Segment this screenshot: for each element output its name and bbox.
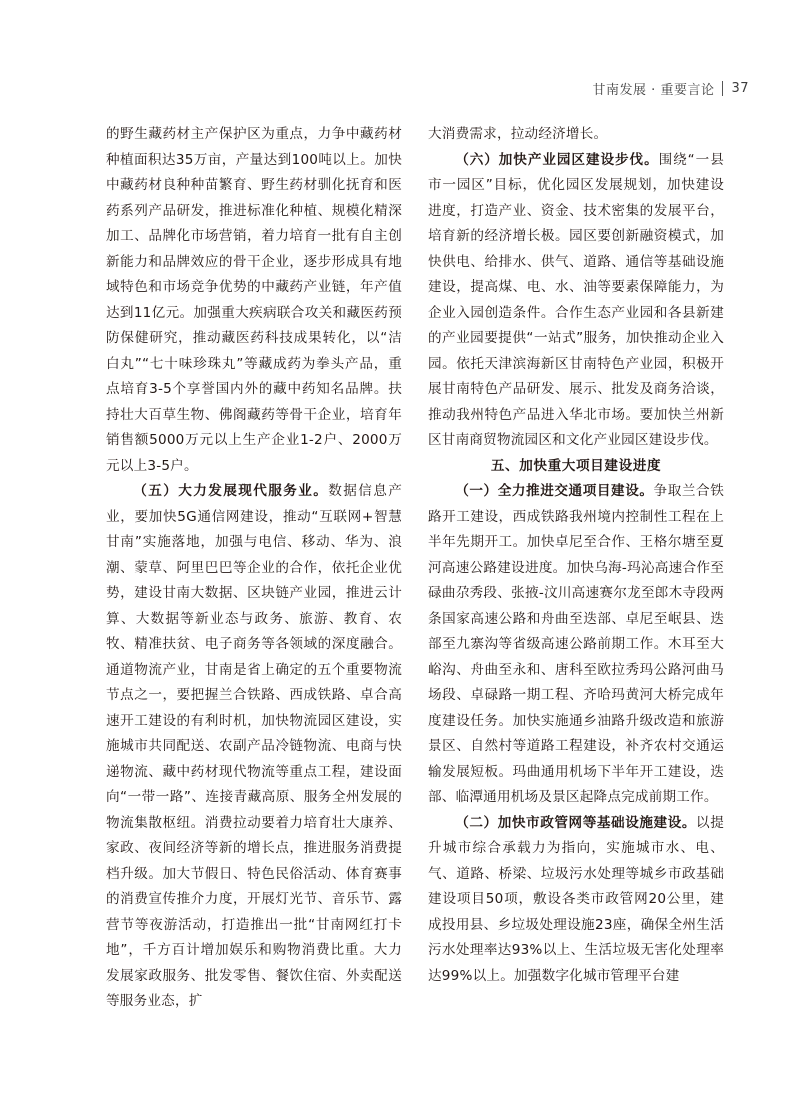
paragraph-lead: （一）全力推进交通项目建设。 [455,483,654,499]
right-column [428,122,724,989]
paragraph-body: 以提升城市综合承载力为指向，实施城市水、电、气、道路、桥梁、垃圾污水处理等城乡市政基础建设项目50项，敷设各类市政管网20公里，建成投用县、乡垃圾处理设施23座，确保全州生活污水处理率达93%以上、生活垃圾无害化处理率达99%以上。加强数字化城市管理平台建 [428,814,724,984]
paragraph-body: 围绕“一县市一园区”目标，优化园区发展规划，加快建设进度，打造产业、资金、技术密集的发展平台，培育新的经济增长极。园区要创新融资模式，加快供电、给排水、供气、道路、通信等基础设施建设，提高煤、电、水、油等要素保障能力，为企业入园创造条件。合作生态产业园和各县新建的产业园要提供“一站式”服务，加快推动企业入园。依托天津滨海新区甘南特色产业园，积极开展甘南特色产品研发、展示、批发及商务洽谈，推动我州特色产品进入华北市场。要加快兰州新区甘南商贸物流园区和文化产业园区建设步伐。 [428,151,724,448]
paragraph-transport-projects [428,479,724,811]
section-title: 甘南发展 · 重要言论 [592,82,715,98]
paragraph-body: 数据信息产业，要加快5G通信网建设，推动“互联网+智慧甘南”实施落地，加强与电信、移动、华为、浪潮、蒙草、阿里巴巴等企业的合作，依托企业优势，建设甘南大数据、区块链产业园，推进云计算、大数据等新业态与政务、旅游、教育、农牧、精准扶贫、电子商务等各领域的深度融合。通道物流产业，甘南是省上确定的五个重要物流节点之一，要把握兰合铁路、西成铁路、卓合高速开工建设的有利时机，加快物流园区建设，实施城市共同配送、农副产品冷链物流、电商与快递物流、藏中药材现代物流等重点工程，建设面向“一带一路”、连接青藏高原、服务全州发展的物流集散枢纽。消费拉动要着力培育壮大康养、家政、夜间经济等新的增长点，推进服务消费提档升级。加大节假日、特色民俗活动、体育赛事的消费宣传推介力度，开展灯光节、音乐节、露营节等夜游活动，打造推出一批“甘南网红打卡地”，千方百计增加娱乐和购物消费比重。大力发展家政服务、批发零售、餐饮住宿、外卖配送等服务业态，扩 [106,483,402,1009]
header-divider [722,81,723,96]
left-column [106,122,402,1015]
paragraph-lead: （六）加快产业园区建设步伐。 [455,151,659,168]
paragraph-municipal-networks [428,811,724,990]
paragraph-herbal-medicine: 的野生藏药材主产保护区为重点，力争中藏药材种植面积达35万亩，产量达到100吨以上。加快中藏药材良种种苗繁育、野生药材驯化抚育和医药系列产品研发，推进标准化种植、规模化精深加工、品牌化市场营销，着力培育一批有自主创新能力和品牌效应的骨干企业，逐步形成具有地域特色和市场竞争优势的中藏药产业链，年产值达到11亿元。加强重大疾病联合攻关和藏医药预防保健研究，推动藏医药科技成果转化，以“洁白丸”“七十味珍珠丸”等藏成药为拳头产品，重点培育3-5个享誉国内外的藏中药知名品牌。扶持壮大百草生物、佛阁藏药等骨干企业，培育年销售额5000万元以上生产企业1-2户、2000万元以上3-5户。 [106,126,402,474]
paragraph-consumption: 大消费需求，拉动经济增长。 [428,126,608,142]
page-number: 37 [731,80,749,96]
paragraph-service-industry [106,479,402,1015]
section-heading: 五、加快重大项目建设进度 [490,457,662,474]
paragraph-lead: （二）加快市政管网等基础设施建设。 [455,814,697,831]
running-header [593,78,749,98]
paragraph-lead: （五）大力发展现代服务业。 [133,483,329,499]
paragraph-body: 争取兰合铁路开工建设，西成铁路我州境内控制性工程在上半年先期开工。加快卓尼至合作、王格尔塘至夏河高速公路建设进度。加快乌海-玛沁高速合作至碌曲尕秀段、张掖-汶川高速赛尔龙至郎木寺段两条国家高速公路和舟曲至迭部、卓尼至岷县、迭部至九寨沟等省级高速公路前期工作。木耳至大峪沟、舟曲至永和、唐科至欧拉秀玛公路河曲马场段、卓碌路一期工程、齐哈玛黄河大桥完成年度建设任务。加快实施通乡油路升级改造和旅游景区、自然村等道路工程建设，补齐农村交通运输发展短板。玛曲通用机场下半年开工建设，迭部、临潭通用机场及景区起降点完成前期工作。 [428,483,724,805]
paragraph-industrial-parks [428,148,724,454]
